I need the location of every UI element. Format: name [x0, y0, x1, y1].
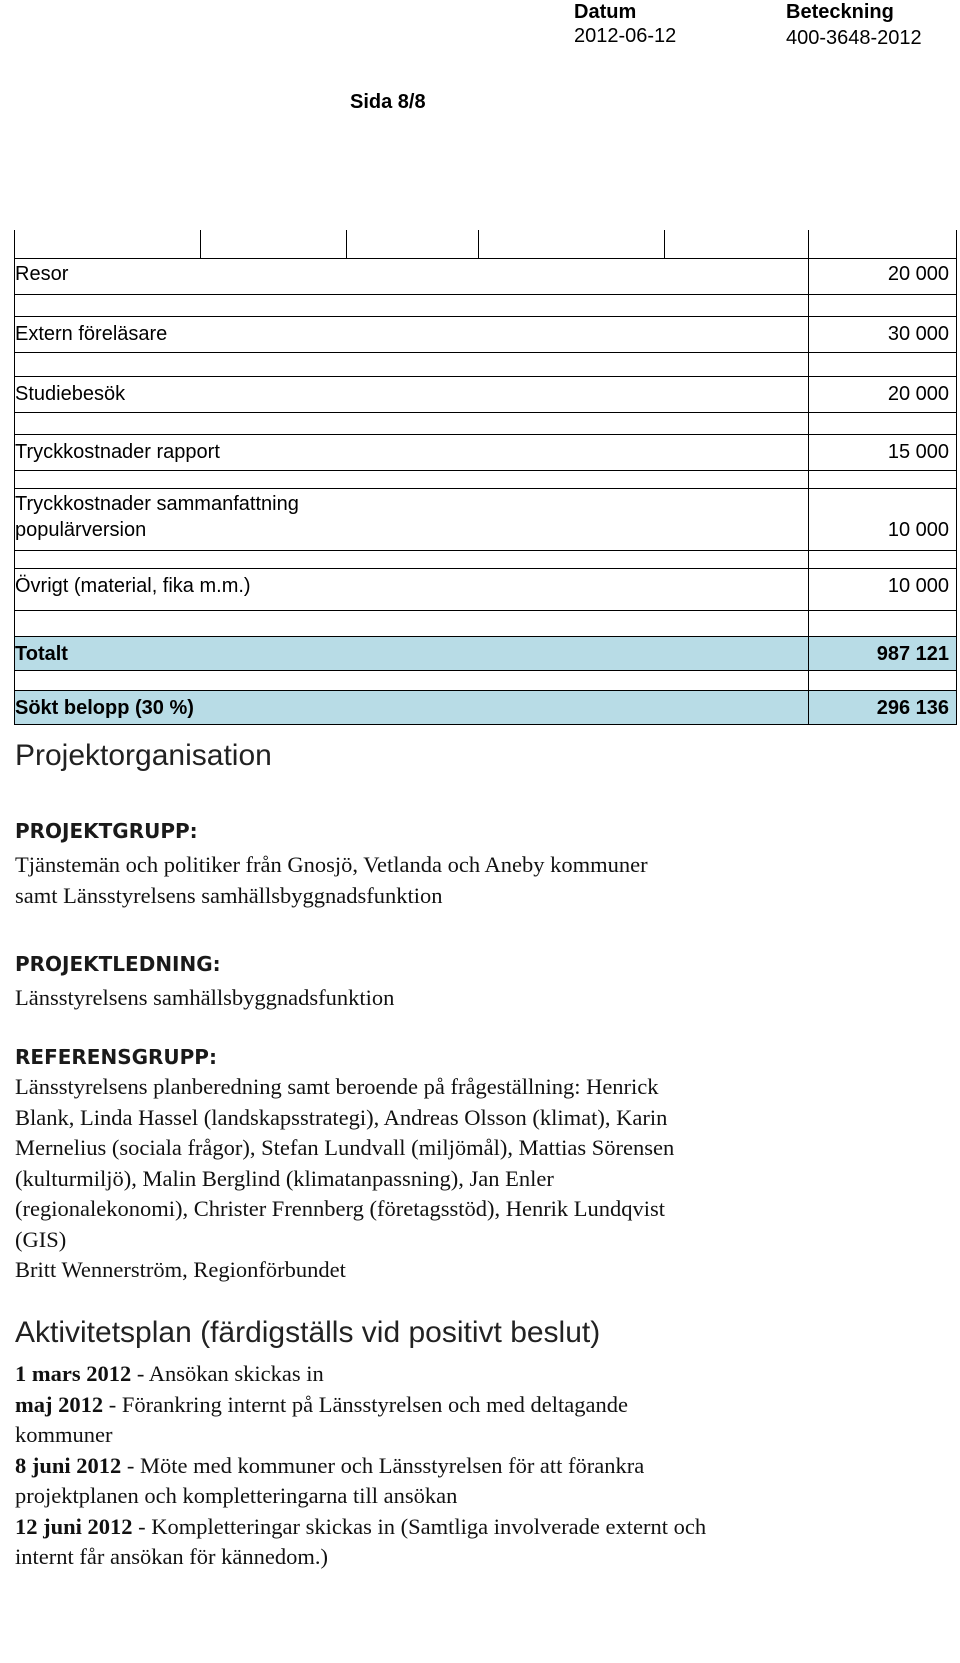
date-label: Datum [574, 1, 637, 23]
text-line: samt Länsstyrelsens samhällsbyggnadsfunktion [15, 882, 443, 908]
reference-label: Beteckning [786, 1, 894, 23]
budget-row-value: 10 000 [887, 519, 949, 541]
separator: - [103, 1391, 122, 1417]
text-line: Britt Wennerström, Regionförbundet [15, 1257, 346, 1282]
total-row-bg [14, 636, 957, 670]
total-value: 987 121 [876, 643, 949, 665]
budget-row-value: 30 000 [887, 323, 949, 345]
reference-group-label: REFERENSGRUPP: [15, 1045, 217, 1069]
activity-plan-list [15, 1359, 915, 1573]
budget-row-label: Resor [15, 263, 69, 285]
reference-value: 400-3648-2012 [786, 27, 922, 49]
budget-table [14, 230, 957, 740]
activity-text-continued: internt får ansökan för kännedom.) [15, 1544, 329, 1569]
budget-row-label: Studiebesök [15, 383, 126, 405]
page-number: Sida 8/8 [350, 91, 426, 113]
section-heading-organisation: Projektorganisation [15, 739, 272, 772]
project-group-label: PROJEKTGRUPP: [15, 819, 198, 843]
activity-item [15, 1512, 915, 1543]
activity-text: Ansökan skickas in [148, 1361, 324, 1386]
activity-text: Kompletteringar skickas in (Samtliga involverade externt och [151, 1513, 707, 1539]
activity-text-continued: kommuner [15, 1422, 113, 1447]
activity-text-continued: projektplanen och kompletteringarna till ansökan [15, 1483, 458, 1508]
text-line: Tjänstemän och politiker från Gnosjö, Vetlanda och Aneby kommuner [15, 852, 648, 877]
activity-item [15, 1390, 915, 1421]
activity-date: maj 2012 [15, 1391, 104, 1417]
text-line: Mernelius (sociala frågor), Stefan Lundvall (miljömål), Mattias Sörensen [15, 1135, 675, 1160]
budget-row-label: Extern föreläsare [15, 323, 168, 345]
activity-text: Förankring internt på Länsstyrelsen och med deltagande [121, 1391, 628, 1417]
separator: - [131, 1361, 149, 1386]
activity-date: 12 juni 2012 [15, 1513, 133, 1539]
budget-row-value: 20 000 [887, 383, 949, 405]
activity-text: Möte med kommuner och Länsstyrelsen för att förankra [140, 1452, 645, 1478]
requested-label: Sökt belopp (30 %) [15, 697, 194, 719]
activity-item [15, 1359, 915, 1390]
text-line: (kulturmiljö), Malin Berglind (klimatanpassning), Jan Enler [15, 1165, 554, 1191]
budget-row-label: Övrigt (material, fika m.m.) [15, 575, 251, 597]
budget-row-label: Tryckkostnader rapport [15, 441, 220, 463]
activity-date: 8 juni 2012 [15, 1452, 122, 1478]
budget-row-value: 20 000 [887, 263, 949, 285]
activity-date: 1 mars 2012 [15, 1361, 132, 1386]
separator: - [132, 1513, 152, 1539]
reference-group-text [15, 1072, 915, 1286]
project-group-text [15, 850, 915, 911]
text-line: Länsstyrelsens samhällsbyggnadsfunktion [15, 985, 395, 1010]
total-label: Totalt [15, 643, 68, 665]
budget-row-label: populärversion [15, 519, 147, 541]
separator: - [121, 1452, 141, 1478]
budget-row-value: 10 000 [887, 575, 949, 597]
text-line: Blank, Linda Hassel (landskapsstrategi), Andreas Olsson (klimat), Karin [15, 1104, 668, 1130]
text-line: (regionalekonomi), Christer Frennberg (företagsstöd), Henrik Lundqvist [15, 1196, 666, 1221]
activity-item [15, 1451, 915, 1482]
budget-row-label: Tryckkostnader sammanfattning [15, 493, 299, 515]
project-lead-text [15, 983, 915, 1014]
project-lead-label: PROJEKTLEDNING: [15, 952, 221, 976]
requested-value: 296 136 [876, 697, 949, 719]
date-value: 2012-06-12 [574, 25, 677, 47]
budget-row-value: 15 000 [887, 441, 949, 463]
text-line: Länsstyrelsens planberedning samt beroende på frågeställning: Henrick [15, 1074, 659, 1099]
section-heading-activity-plan: Aktivitetsplan (färdigställs vid positivt beslut) [15, 1316, 601, 1349]
text-line: (GIS) [15, 1226, 67, 1252]
